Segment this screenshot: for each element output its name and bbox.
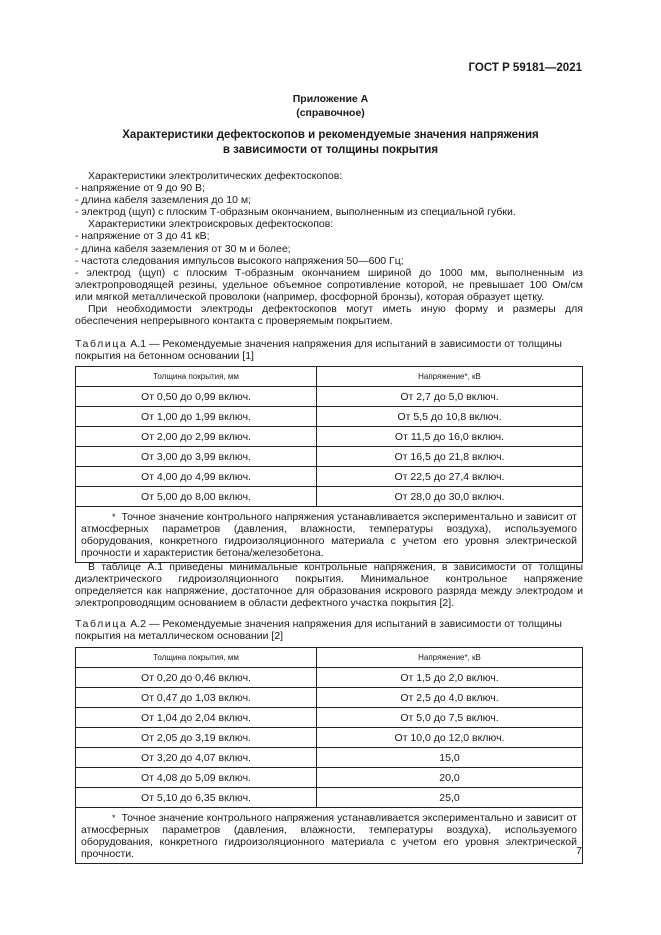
table1 [75,366,583,563]
table-row [76,748,583,768]
table-cell: От 1,5 до 2,0 включ. [317,668,583,688]
middle-paragraph [75,561,583,609]
intro-line: - электрод (щуп) с плоским Т-образным окончанием шириной до 1000 мм, выполненным из электропроводящей резины, удельное объемное сопротивление которой, не превышает 100 Ом/см или мягкой металлической проволоки (например, фосфорной бронзы), которая образует щетку. [75,266,583,303]
table-cell: 25,0 [317,788,583,808]
table1-footnote-text: Точное значение контрольного напряжения устанавливается экспериментально и зависит от атмосферных параметров (давления, влажности, температуры воздуха), используемого оборудования, конкретного гидроизоляционного материала с учетом его уровня электрической прочности и характеристик бетона/железобетона. [81,511,577,560]
table2-header-row [76,648,583,668]
intro-line: - частота следования импульсов высокого напряжения 50—600 Гц; [75,254,404,267]
table-row [76,768,583,788]
table-cell: От 5,00 до 8,00 включ. [76,487,317,507]
table-cell: От 16,5 до 21,8 включ. [317,447,583,467]
table2-note-row [76,808,583,864]
table-row [76,427,583,447]
table1-header-row [76,367,583,387]
table2 [75,647,583,864]
table2-header-thickness: Толщина покрытия, мм [76,648,317,668]
table-cell: От 0,20 до 0,46 включ. [76,668,317,688]
intro-line: - напряжение от 9 до 90 В; [75,182,205,195]
table-row [76,487,583,507]
footnote-marker: * [112,813,116,823]
table1-caption [75,338,583,363]
table1-header-voltage: Напряжение*, кВ [317,367,583,387]
intro-line: - электрод (щуп) с плоским Т-образным окончанием, выполненным из специальной губки. [75,206,516,219]
intro-line: При необходимости электроды дефектоскопов могут иметь иную форму и размеры для обеспечения непрерывного контакта с проверяемым покрытием. [75,303,583,328]
table-row [76,407,583,427]
intro-line: - длина кабеля заземления до 10 м; [75,194,252,207]
table-cell: От 11,5 до 16,0 включ. [317,427,583,447]
table-cell: 15,0 [317,748,583,768]
table1-header-thickness: Толщина покрытия, мм [76,367,317,387]
intro-line: Характеристики электроискровых дефектоскопов: [88,218,334,231]
table-cell: От 0,47 до 1,03 включ. [76,688,317,708]
table-cell: От 4,00 до 4,99 включ. [76,467,317,487]
intro-line: Характеристики электролитических дефектоскопов: [88,170,343,182]
appendix-subtitle: (справочное) [296,107,365,119]
table-cell: От 0,50 до 0,99 включ. [76,387,317,407]
table2-label: Таблица [75,618,128,630]
table1-caption-text: А.1 — Рекомендуемые значения напряжения для испытаний в зависимости от толщины покрытия на бетонном основании [1] [75,338,562,363]
table2-footnote [76,808,583,864]
table-cell: От 5,0 до 7,5 включ. [317,708,583,728]
table-cell: От 5,5 до 10,8 включ. [317,407,583,427]
footnote-marker: * [112,512,116,522]
table-row [76,467,583,487]
table-row [76,668,583,688]
table-cell: От 3,20 до 4,07 включ. [76,748,317,768]
table-cell: От 4,08 до 5,09 включ. [76,768,317,788]
table-row [76,447,583,467]
table-row [76,708,583,728]
table-cell: От 1,04 до 2,04 включ. [76,708,317,728]
appendix-heading [0,92,661,120]
table1-footnote [76,507,583,563]
table-cell: От 10,0 до 12,0 включ. [317,728,583,748]
intro-text [75,170,583,327]
intro-line: - длина кабеля заземления от 30 м и более; [75,242,291,255]
middle-paragraph-text: В таблице А.1 приведены минимальные контрольные напряжения, в зависимости от толщины диэлектрического гидроизоляционного покрытия. Минимальное контрольное напряжение определяется как напряжение, достаточное для образования искрового разряда между электродом и электропроводящим основанием в области дефектного участка покрытия [2]. [75,561,583,610]
table2-header-voltage: Напряжение*, кВ [317,648,583,668]
table-row [76,387,583,407]
table-cell: От 1,00 до 1,99 включ. [76,407,317,427]
appendix-title: Приложение А [292,93,369,105]
page-number: 7 [576,845,582,857]
table-cell: 20,0 [317,768,583,788]
table-row [76,788,583,808]
table-cell: От 3,00 до 3,99 включ. [76,447,317,467]
standard-header: ГОСТ Р 59181—2021 [468,62,582,74]
section-title-line-2: в зависимости от толщины покрытия [222,144,439,156]
table-row [76,688,583,708]
table2-footnote-text: Точное значение контрольного напряжения устанавливается экспериментально и зависит от атмосферных параметров (давления, влажности, температуры воздуха), используемого оборудования, конкретного гидроизоляционного материала с учетом его уровня электрической прочности. [81,812,577,861]
table-cell: От 2,00 до 2,99 включ. [76,427,317,447]
table-cell: От 2,05 до 3,19 включ. [76,728,317,748]
section-title-line-1: Характеристики дефектоскопов и рекомендуемые значения напряжения [122,129,539,141]
intro-line: - напряжение от 3 до 41 кВ; [75,230,210,243]
table-cell: От 5,10 до 6,35 включ. [76,788,317,808]
table-cell: От 22,5 до 27,4 включ. [317,467,583,487]
table2-caption [75,618,583,643]
table1-note-row [76,507,583,563]
table-cell: От 2,7 до 5,0 включ. [317,387,583,407]
table-row [76,728,583,748]
table1-label: Таблица [75,338,128,350]
table-cell: От 2,5 до 4,0 включ. [317,688,583,708]
table-cell: От 28,0 до 30,0 включ. [317,487,583,507]
table2-caption-text: А.2 — Рекомендуемые значения напряжения для испытаний в зависимости от толщины покрытия на металлическом основании [2] [75,618,562,643]
section-title [0,128,661,158]
